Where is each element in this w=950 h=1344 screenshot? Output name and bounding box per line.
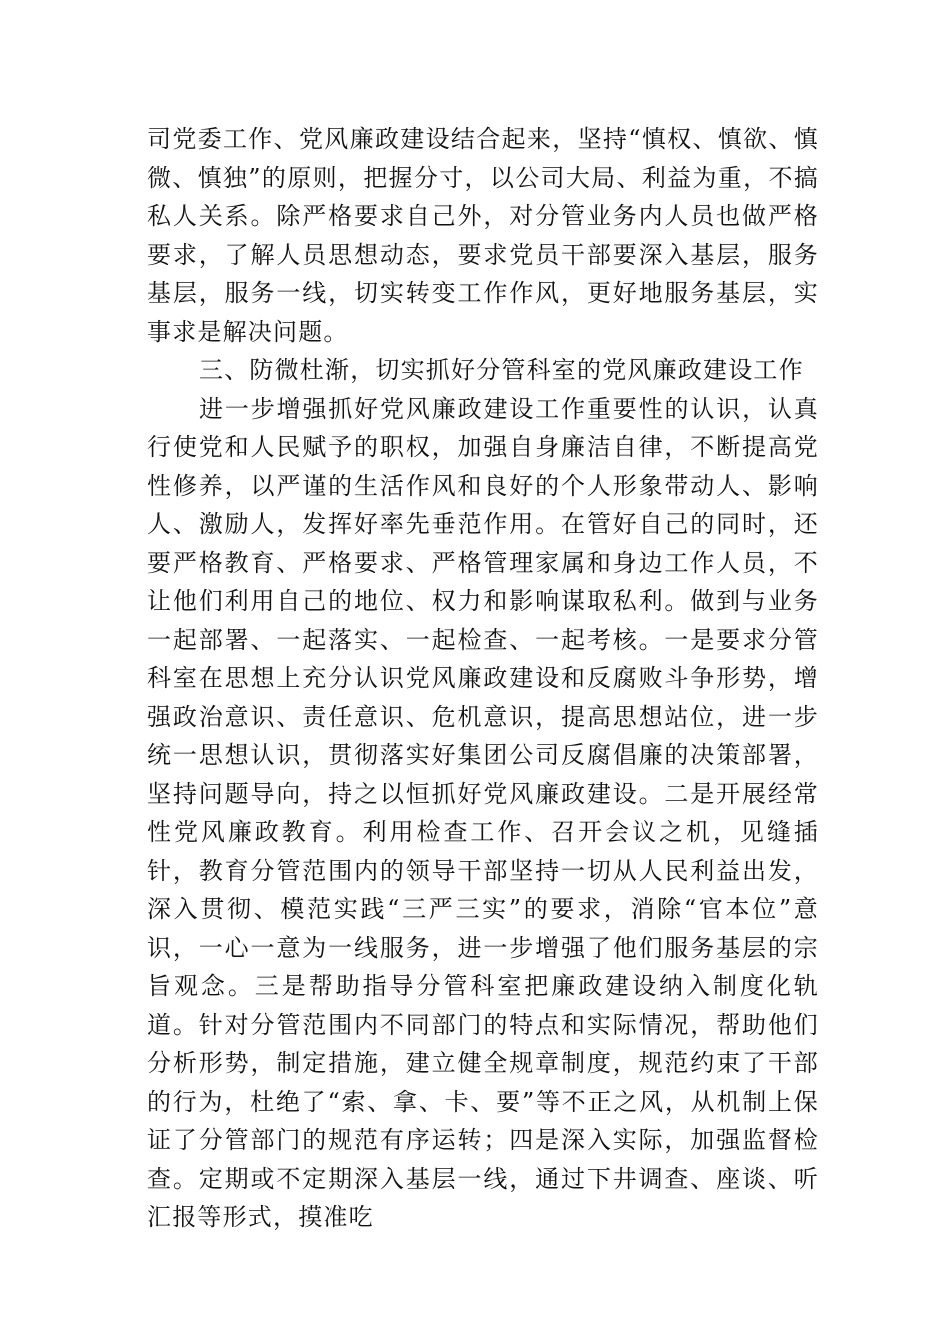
section-heading: 三、防微杜渐，切实抓好分管科室的党风廉政建设工作	[199, 356, 804, 384]
paragraph-continuation: 司党委工作、党风廉政建设结合起来，坚持“慎权、慎欲、慎微、慎独”的原则，把握分寸，以公司大局、利益为重，不搞私人关系。除严格要求自己外，对分管业务内人员也做严格要求，了解人员思想动态，要求党员干部要深入基层，服务基层，服务一线，切实转变工作作风，更好地服务基层，实事求是解决问题。	[147, 125, 819, 346]
document-body	[147, 120, 819, 1237]
paragraph-body: 进一步增强抓好党风廉政建设工作重要性的认识，认真行使党和人民赋予的职权，加强自身廉洁自律，不断提高党性修养，以严谨的生活作风和良好的个人形象带动人、影响人、激励人，发挥好率先垂范作用。在管好自己的同时，还要严格教育、严格要求、严格管理家属和身边工作人员，不让他们利用自己的地位、权力和影响谋取私利。做到与业务一起部署、一起落实、一起检查、一起考核。一是要求分管科室在思想上充分认识党风廉政建设和反腐败斗争形势，增强政治意识、责任意识、危机意识，提高思想站位，进一步统一思想认识，贯彻落实好集团公司反腐倡廉的决策部署，坚持问题导向，持之以恒抓好党风廉政建设。二是开展经常性党风廉政教育。利用检查工作、召开会议之机，见缝插针，教育分管范围内的领导干部坚持一切从人民利益出发，深入贯彻、模范实践“三严三实”的要求，消除“官本位”意识，一心一意为一线服务，进一步增强了他们服务基层的宗旨观念。三是帮助指导分管科室把廉政建设纳入制度化轨道。针对分管范围内不同部门的特点和实际情况，帮助他们分析形势，制定措施，建立健全规章制度，规范约束了干部的行为，杜绝了“索、拿、卡、要”等不正之风，从机制上保证了分管部门的规范有序运转；四是深入实际，加强监督检查。定期或不定期深入基层一线，通过下井调查、座谈、听汇报等形式，摸准吃	[147, 394, 819, 1231]
